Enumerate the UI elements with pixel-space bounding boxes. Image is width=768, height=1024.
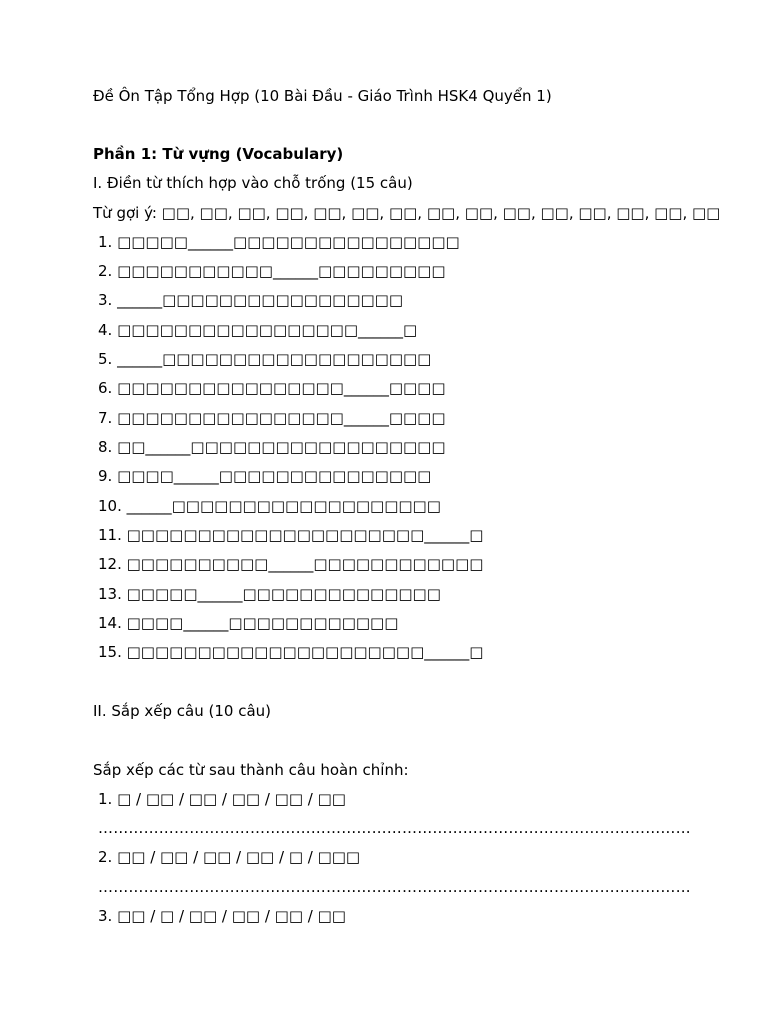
section2-heading: II. Sắp xếp câu (10 câu)	[93, 702, 272, 720]
fill-item: 12. □□□□□□□□□□______□□□□□□□□□□□□	[98, 555, 484, 573]
fill-item: 2. □□□□□□□□□□□______□□□□□□□□□	[98, 262, 446, 280]
fill-item: 10. ______□□□□□□□□□□□□□□□□□□□	[98, 497, 441, 515]
fill-item: 7. □□□□□□□□□□□□□□□□______□□□□	[98, 409, 446, 427]
fill-item: 5. ______□□□□□□□□□□□□□□□□□□□	[98, 350, 432, 368]
fill-item: 11. □□□□□□□□□□□□□□□□□□□□□______□	[98, 526, 484, 544]
fill-item: 14. □□□□______□□□□□□□□□□□□	[98, 614, 399, 632]
section2-instruction: Sắp xếp các từ sau thành câu hoàn chỉnh:	[93, 761, 409, 779]
section1-heading: I. Điền từ thích hợp vào chỗ trống (15 câu)	[93, 174, 413, 192]
fill-item: 8. □□______□□□□□□□□□□□□□□□□□□	[98, 438, 446, 456]
arrange-item: 2. □□ / □□ / □□ / □□ / □ / □□□	[98, 848, 361, 866]
hint-words-line: Từ gợi ý: □□, □□, □□, □□, □□, □□, □□, □□, □□, □□, □□, □□, □□, □□, □□	[93, 204, 721, 222]
part1-heading: Phần 1: Từ vựng (Vocabulary)	[93, 145, 344, 163]
arrange-item: 3. □□ / □ / □□ / □□ / □□ / □□	[98, 907, 346, 925]
fill-item: 9. □□□□______□□□□□□□□□□□□□□□	[98, 467, 432, 485]
answer-dotted-line: ………………………………………………………………………………………………………	[98, 878, 691, 896]
answer-dotted-line: ………………………………………………………………………………………………………	[98, 819, 691, 837]
fill-item: 3. ______□□□□□□□□□□□□□□□□□	[98, 291, 404, 309]
fill-item: 4. □□□□□□□□□□□□□□□□□______□	[98, 321, 418, 339]
fill-item: 15. □□□□□□□□□□□□□□□□□□□□□______□	[98, 643, 484, 661]
fill-item: 6. □□□□□□□□□□□□□□□□______□□□□	[98, 379, 446, 397]
arrange-item: 1. □ / □□ / □□ / □□ / □□ / □□	[98, 790, 346, 808]
fill-item: 13. □□□□□______□□□□□□□□□□□□□□	[98, 585, 441, 603]
document-title: Đề Ôn Tập Tổng Hợp (10 Bài Đầu - Giáo Trình HSK4 Quyển 1)	[93, 87, 552, 105]
fill-item: 1. □□□□□______□□□□□□□□□□□□□□□□	[98, 233, 460, 251]
